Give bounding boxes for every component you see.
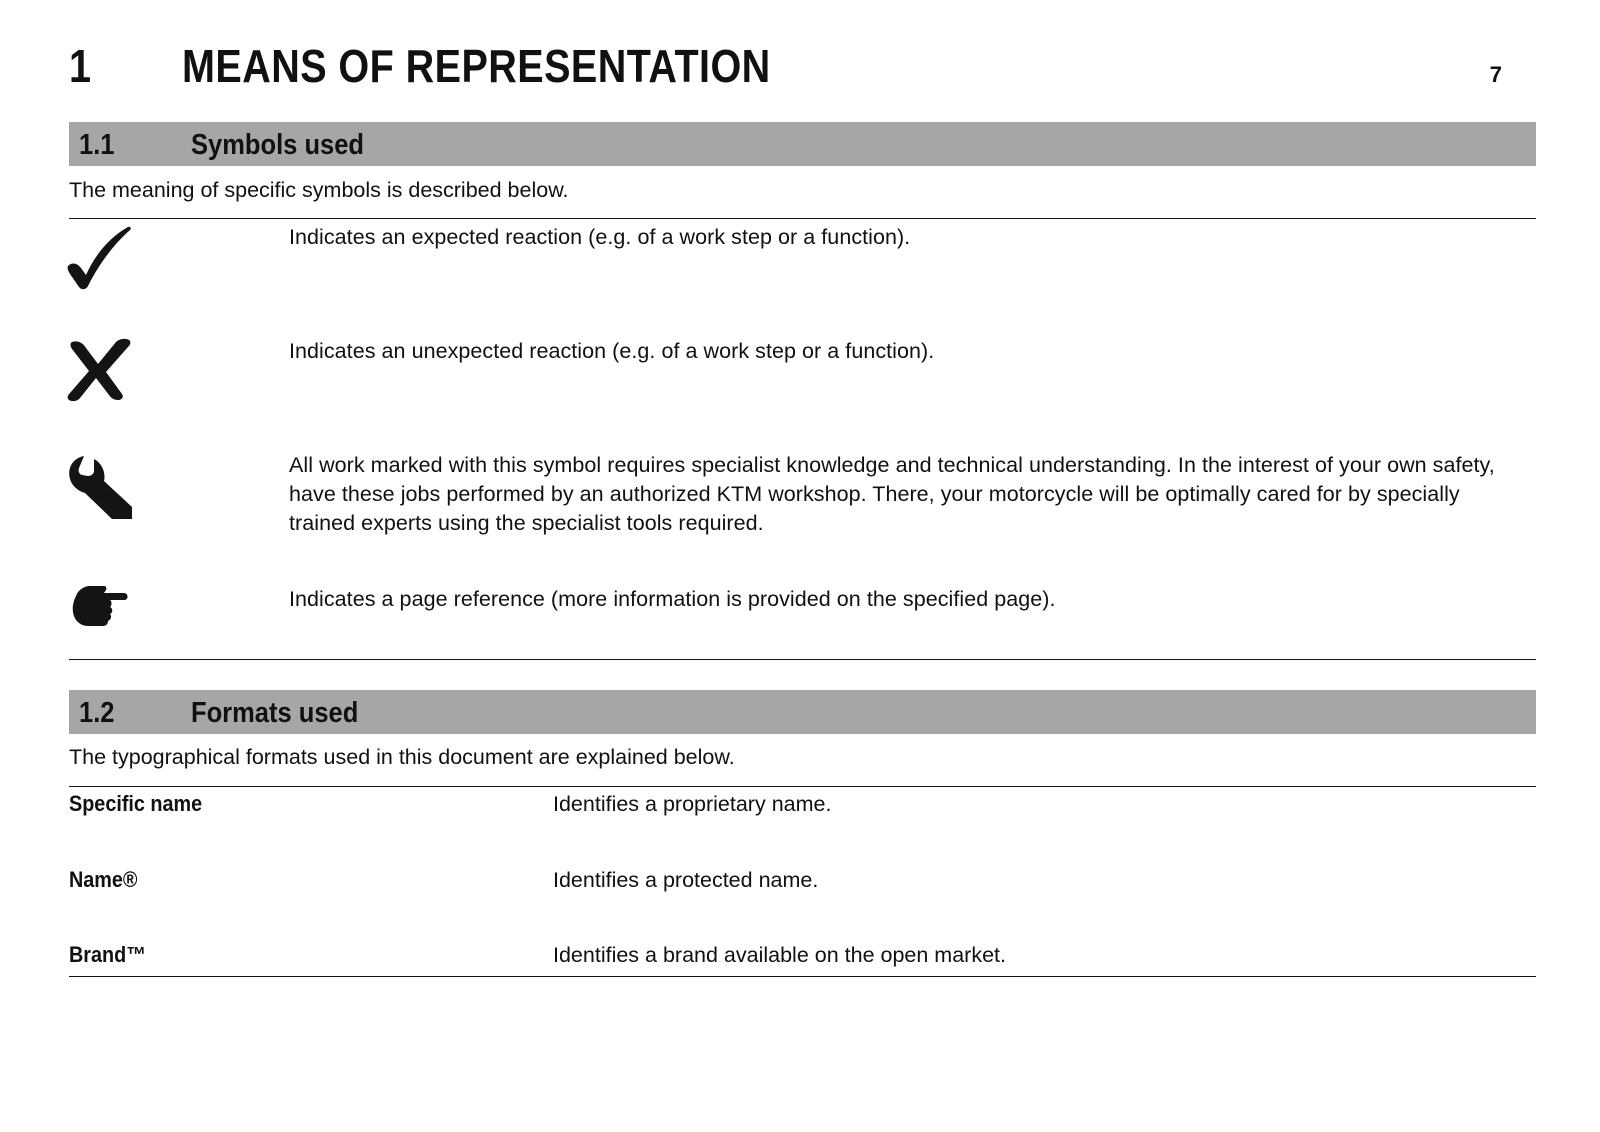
table-top-rule (69, 218, 1536, 219)
symbol-description: Indicates an expected reaction (e.g. of a work step or a function). (289, 225, 911, 249)
format-name: Specific name (69, 791, 203, 816)
cross-icon (66, 338, 134, 406)
chapter-number: 1 (69, 40, 92, 92)
pointing-hand-icon (70, 578, 130, 630)
format-name: Name® (69, 867, 138, 892)
section-intro: The typographical formats used in this document are explained below. (69, 745, 735, 769)
section-number: 1.2 (79, 697, 115, 729)
symbol-description: Indicates a page reference (more information is provided on the specified page). (289, 587, 1056, 611)
section-header-symbols (69, 122, 1536, 166)
format-description: Identifies a brand available on the open market. (553, 943, 1006, 967)
symbol-description: All work marked with this symbol requires specialist knowledge and technical understanding. In the interest of your own safety, have these jobs performed by an authorized KTM workshop. There, your motorcycle will be optimally cared for by specially trained experts using the specialist tools required. (289, 453, 1495, 535)
section-header-formats (69, 690, 1536, 734)
format-name: Brand™ (69, 942, 147, 967)
check-icon (66, 224, 134, 292)
section-number: 1.1 (79, 129, 115, 161)
section-title: Symbols used (191, 129, 365, 161)
table-bottom-rule (69, 976, 1536, 977)
section-intro: The meaning of specific symbols is described below. (69, 178, 569, 202)
table-bottom-rule (69, 659, 1536, 660)
page-number: 7 (1489, 62, 1502, 87)
format-description: Identifies a protected name. (553, 868, 819, 892)
section-title: Formats used (191, 697, 359, 729)
wrench-icon (66, 453, 134, 521)
chapter-title: MEANS OF REPRESENTATION (182, 40, 771, 92)
symbol-description: Indicates an unexpected reaction (e.g. of a work step or a function). (289, 339, 935, 363)
table-top-rule (69, 786, 1536, 787)
format-description: Identifies a proprietary name. (553, 792, 832, 816)
